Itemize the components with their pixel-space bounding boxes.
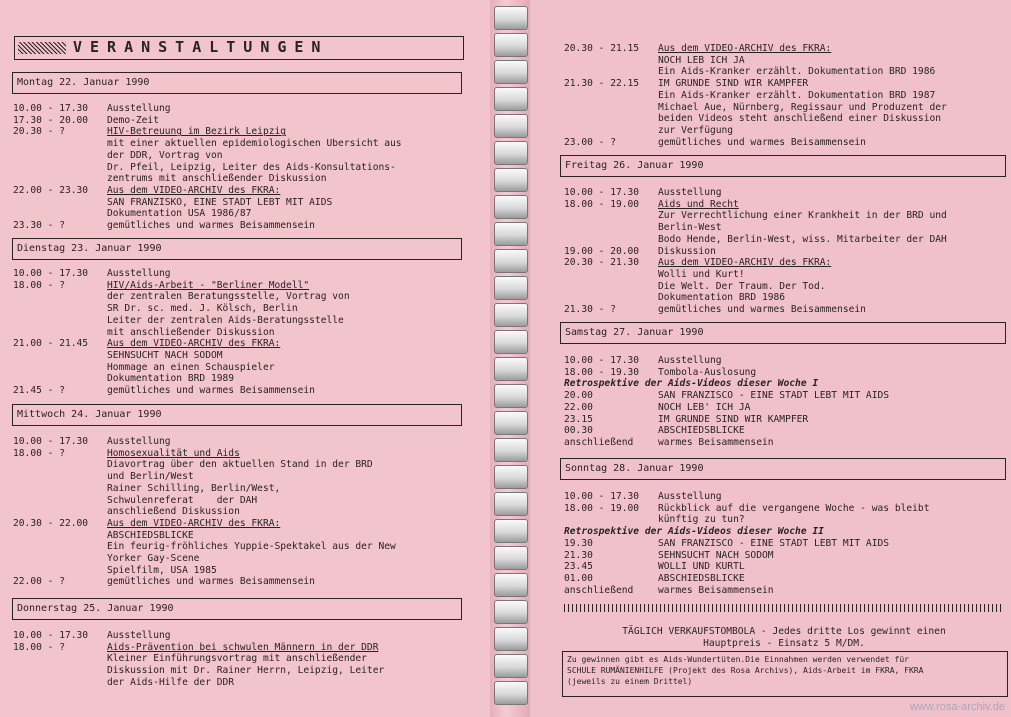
binding-ring xyxy=(494,465,528,489)
binding-ring xyxy=(494,195,528,219)
day-header-saturday: Samstag 27. Januar 1990 xyxy=(560,322,1006,344)
binding-ring xyxy=(494,627,528,651)
time: 20.30 - ? xyxy=(13,126,65,138)
event-detail: Bodo Hende, Berlin-West, wiss. Mitarbeiter der DAH xyxy=(658,233,947,245)
time: 23.00 - ? xyxy=(564,136,616,148)
time: 23.45 xyxy=(564,561,593,573)
event: Rückblick auf die vergangene Woche - was bleibt xyxy=(658,502,930,514)
time: 21.00 - 21.45 xyxy=(13,338,89,350)
event-detail: Zur Verrechtlichung einer Krankheit in der BRD und xyxy=(658,210,947,222)
time: 18.00 - 19.00 xyxy=(564,502,640,514)
time: 20.30 - 21.30 xyxy=(564,257,640,269)
event-detail: Ein Aids-Kranker erzählt. Dokumentation BRD 1986 xyxy=(658,66,936,78)
binding-ring xyxy=(494,600,528,624)
time: 10.00 - 17.30 xyxy=(13,436,89,447)
time: 21.30 - 22.15 xyxy=(564,78,640,90)
note-line: Zu gewinnen gibt es Aids-Wundertüten.Die Einnahmen werden verwendet für xyxy=(567,655,909,664)
event-title: Aus dem VIDEO-ARCHIV des FKRA: xyxy=(107,184,281,196)
title-hatch-decoration xyxy=(18,42,66,54)
event-title: Homosexualität und Aids xyxy=(107,447,240,459)
tombola-line: Hauptpreis - Einsatz 5 M/DM. xyxy=(703,638,865,649)
binding-ring xyxy=(494,330,528,354)
day-header-thursday: Donnerstag 25. Januar 1990 xyxy=(12,598,462,620)
binding-ring xyxy=(494,681,528,705)
binding-ring xyxy=(494,303,528,327)
event-title: Aus dem VIDEO-ARCHIV des FKRA: xyxy=(107,338,281,350)
event-detail: Diavortrag über den aktuellen Stand in der BRD xyxy=(107,459,373,471)
event-detail: Dokumentation BRD 1989 xyxy=(107,373,235,385)
binding-ring xyxy=(494,546,528,570)
event: Diskussion xyxy=(658,245,716,257)
event-detail: Leiter der zentralen Aids-Beratungsstelle xyxy=(107,314,344,326)
event-detail: SR Dr. sc. med. J. Kölsch, Berlin xyxy=(107,303,298,315)
event-detail: Ein Aids-Kranker erzählt. Dokumentation BRD 1987 xyxy=(658,89,936,101)
binding-ring xyxy=(494,141,528,165)
binding-ring xyxy=(494,87,528,111)
time: 00.30 xyxy=(564,425,593,437)
event-detail: Schwulenreferat der DAH xyxy=(107,494,258,506)
event: Ausstellung xyxy=(107,630,171,641)
event: Ausstellung xyxy=(658,355,722,366)
event-detail: Die Welt. Der Traum. Der Tod. xyxy=(658,280,826,292)
time: 10.00 - 17.30 xyxy=(564,491,640,502)
event: ABSCHIEDSBLICKE xyxy=(658,425,745,437)
time: 10.00 - 17.30 xyxy=(564,187,640,198)
event-title: Aus dem VIDEO-ARCHIV des FKRA: xyxy=(658,257,832,269)
event: warmes Beisammensein xyxy=(658,436,774,448)
event-detail: Berlin-West xyxy=(658,222,722,234)
time: 18.00 - ? xyxy=(13,447,65,459)
event: gemütliches und warmes Beisammensein xyxy=(658,304,866,316)
event: Demo-Zeit xyxy=(107,114,159,126)
event-detail: Spielfilm, USA 1985 xyxy=(107,564,217,576)
event-detail: Hommage an einen Schauspieler xyxy=(107,361,275,373)
event-detail: zentrums mit anschließender Diskussion xyxy=(107,173,327,185)
event: SAN FRANZISCO - EINE STADT LEBT MIT AIDS xyxy=(658,390,890,402)
event-detail: Rainer Schilling, Berlin/West, xyxy=(107,482,281,494)
event-detail: der DDR, Vortrag von xyxy=(107,149,223,161)
event-detail: anschließend Diskussion xyxy=(107,506,240,518)
event: gemütliches und warmes Beisammensein xyxy=(107,220,315,232)
section-tuesday xyxy=(13,268,473,397)
event-detail: mit einer aktuellen epidemiologischen Übersicht aus xyxy=(107,138,402,150)
time: 21.30 xyxy=(564,549,593,561)
event-detail: Wolli und Kurt! xyxy=(658,268,745,280)
event: Ausstellung xyxy=(107,268,171,279)
event-title: Aids und Recht xyxy=(658,198,739,210)
prize-note-box xyxy=(562,651,1008,697)
day-header-friday: Freitag 26. Januar 1990 xyxy=(560,155,1006,177)
time: 22.00 - 23.30 xyxy=(13,184,89,196)
time: anschließend xyxy=(564,584,634,596)
binding-ring xyxy=(494,276,528,300)
event-detail: Michael Aue, Nürnberg, Regissaur und Produzent der xyxy=(658,101,947,113)
watermark: www.rosa-archiv.de xyxy=(909,701,1005,713)
event-title: Aus dem VIDEO-ARCHIV des FKRA: xyxy=(107,517,281,529)
binding-ring xyxy=(494,33,528,57)
left-page xyxy=(0,0,490,717)
event: NOCH LEB' ICH JA xyxy=(658,401,751,413)
binding-ring xyxy=(494,519,528,543)
event-detail: Kleiner Einführungsvortrag mit anschließender xyxy=(107,653,367,665)
binding-ring xyxy=(494,411,528,435)
event-detail: künftig zu tun? xyxy=(658,514,745,526)
note-line: (jeweils zu einem Drittel) xyxy=(567,677,693,686)
event: WOLLI UND KURTL xyxy=(658,561,745,573)
event-detail: Dokumentation BRD 1986 xyxy=(658,292,786,304)
time: 17.30 - 20.00 xyxy=(13,114,89,126)
time: 18.00 - ? xyxy=(13,279,65,291)
page-title: VERANSTALTUNGEN xyxy=(73,38,329,56)
divider-tick-bar xyxy=(564,604,1004,612)
time: 10.00 - 17.30 xyxy=(13,103,89,114)
time: 01.00 xyxy=(564,572,593,584)
event-detail: Diskussion mit Dr. Rainer Herrn, Leipzig, Leiter xyxy=(107,665,385,677)
event-detail: und Berlin/West xyxy=(107,471,194,483)
time: 23.30 - ? xyxy=(13,220,65,232)
time: 20.30 - 21.15 xyxy=(564,43,640,54)
section-saturday xyxy=(564,355,1009,449)
event: IM GRUNDE SIND WIR KÄMPFER xyxy=(658,78,809,90)
time: 22.00 xyxy=(564,401,593,413)
time: 20.30 - 22.00 xyxy=(13,517,89,529)
event-detail: der Aids-Hilfe der DDR xyxy=(107,676,235,688)
event: gemütliches und warmes Beisammensein xyxy=(107,576,315,588)
event-detail: SEHNSUCHT NACH SODOM xyxy=(107,349,223,361)
note-line: SCHULE RUMÄNIENHILFE (Projekt des Rosa Archivs), Aids-Arbeit im FKRA, FKRA xyxy=(567,666,924,675)
time: 21.30 - ? xyxy=(564,304,616,316)
retrospective-heading: Retrospektive der Aids-Videos dieser Woche I xyxy=(564,378,819,390)
event: SEHNSUCHT NACH SODOM xyxy=(658,549,774,561)
event: Ausstellung xyxy=(107,436,171,447)
tombola-line: TÄGLICH VERKAUFSTOMBOLA - Jedes dritte Los gewinnt einen xyxy=(622,626,946,637)
time: 20.00 xyxy=(564,390,593,402)
time: 18.00 - 19.00 xyxy=(564,198,640,210)
event: Ausstellung xyxy=(658,491,722,502)
day-header-sunday: Sonntag 28. Januar 1990 xyxy=(560,458,1006,480)
event-detail: Yorker Gay-Scene xyxy=(107,553,200,565)
time: 22.00 - ? xyxy=(13,576,65,588)
binding-ring xyxy=(494,573,528,597)
event-detail: zur Verfügung xyxy=(658,124,734,136)
event: warmes Beisammensein xyxy=(658,584,774,596)
section-friday xyxy=(564,187,1009,316)
binding-ring xyxy=(494,114,528,138)
time: 18.00 - ? xyxy=(13,641,65,653)
time: 18.00 - 19.30 xyxy=(564,366,640,378)
binding-ring xyxy=(494,60,528,84)
binding-ring xyxy=(494,438,528,462)
event: Tombola-Auslosung xyxy=(658,366,757,378)
event-title: Aus dem VIDEO-ARCHIV des FKRA: xyxy=(658,43,832,54)
event: gemütliches und warmes Beisammensein xyxy=(107,385,315,397)
event-detail: mit anschließender Diskussion xyxy=(107,326,275,338)
event: Ausstellung xyxy=(658,187,722,198)
section-monday xyxy=(13,103,473,232)
title-box xyxy=(14,36,464,60)
tombola-notice xyxy=(564,626,1004,650)
event-detail: der zentralen Beratungsstelle, Vortrag von xyxy=(107,291,350,303)
binding-ring xyxy=(494,384,528,408)
event: ABSCHIEDSBLICKE xyxy=(658,572,745,584)
time: 19.00 - 20.00 xyxy=(564,245,640,257)
event-detail: ABSCHIEDSBLICKE xyxy=(107,529,194,541)
time: 23.15 xyxy=(564,413,593,425)
section-sunday xyxy=(564,491,1009,596)
day-header-wednesday: Mittwoch 24. Januar 1990 xyxy=(12,404,462,426)
event-title: HIV-Betreuung im Bezirk Leipzig xyxy=(107,126,287,138)
time: 10.00 - 17.30 xyxy=(13,630,89,641)
event-detail: NOCH LEB ICH JA xyxy=(658,54,745,66)
event-title: HIV/Aids-Arbeit - "Berliner Modell" xyxy=(107,279,310,291)
retrospective-heading: Retrospektive der Aids-Videos dieser Woche II xyxy=(564,526,824,538)
event: Ausstellung xyxy=(107,103,171,114)
event-detail: beiden Videos steht anschließend einer Diskussion xyxy=(658,113,942,125)
time: 21.45 - ? xyxy=(13,385,65,397)
event: IM GRUNDE SIND WIR KÄMPFER xyxy=(658,413,809,425)
time: 19.30 xyxy=(564,537,593,549)
event-detail: Dr. Pfeil, Leipzig, Leiter des Aids-Konsultations- xyxy=(107,161,396,173)
event: gemütliches und warmes Beisammensein xyxy=(658,136,866,148)
binding-ring xyxy=(494,654,528,678)
section-thursday xyxy=(13,630,473,689)
event-detail: Dokumentation USA 1986/87 xyxy=(107,208,252,220)
time: 10.00 - 17.30 xyxy=(564,355,640,366)
binding-ring xyxy=(494,492,528,516)
binding-ring xyxy=(494,168,528,192)
time: anschließend xyxy=(564,436,634,448)
binding-ring xyxy=(494,222,528,246)
day-header-tuesday: Dienstag 23. Januar 1990 xyxy=(12,238,462,260)
event-title: Aids-Prävention bei schwulen Männern in der DDR xyxy=(107,641,379,653)
binding-ring xyxy=(494,6,528,30)
section-thursday-continued xyxy=(564,43,1009,148)
section-wednesday xyxy=(13,436,473,588)
event-detail: SAN FRANZISKO, EINE STADT LEBT MIT AIDS xyxy=(107,196,333,208)
day-header-monday: Montag 22. Januar 1990 xyxy=(12,72,462,94)
event-detail: Ein feurig-fröhliches Yuppie-Spektakel aus der New xyxy=(107,541,396,553)
time: 10.00 - 17.30 xyxy=(13,268,89,279)
binding-ring xyxy=(494,357,528,381)
event: SAN FRANZISCO - EINE STADT LEBT MIT AIDS xyxy=(658,537,890,549)
binding-ring xyxy=(494,249,528,273)
